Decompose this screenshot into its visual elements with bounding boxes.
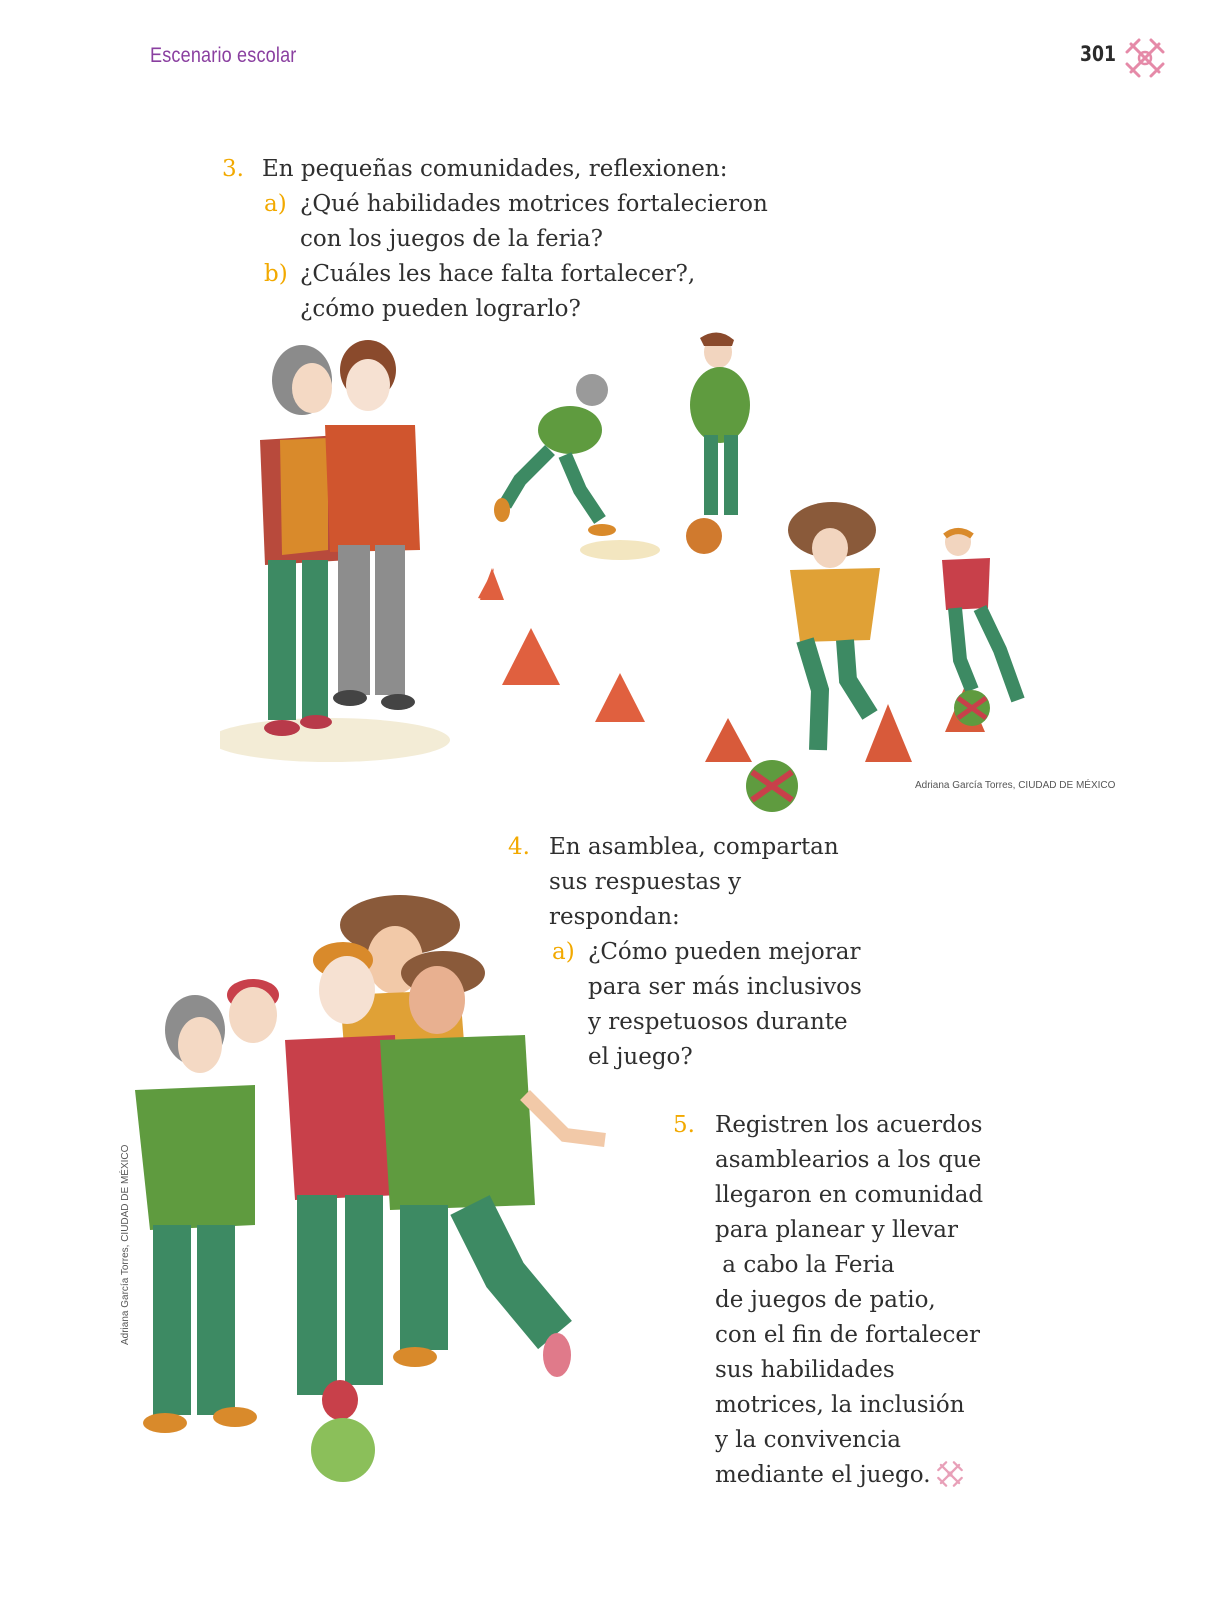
question-text: a cabo la Feria xyxy=(715,1252,895,1278)
question-text: sus habilidades xyxy=(715,1357,895,1383)
item-text: con los juegos de la feria? xyxy=(300,226,603,252)
question-text: respondan: xyxy=(549,904,680,930)
item-letter: b) xyxy=(264,261,288,287)
question-text: de juegos de patio, xyxy=(715,1287,936,1313)
item-text: ¿Qué habilidades motrices fortalecieron xyxy=(300,191,768,217)
page-number: 301 xyxy=(1080,42,1116,66)
item-text: ¿Cómo pueden mejorar xyxy=(588,939,861,965)
item-text: y respetuosos durante xyxy=(588,1009,848,1035)
question-text: llegaron en comunidad xyxy=(715,1182,984,1208)
item-text: ¿Cuáles les hace falta fortalecer?, xyxy=(300,261,696,287)
item-letter: a) xyxy=(264,191,287,217)
question-text: asamblearios a los que xyxy=(715,1147,982,1173)
group-of-children-illustration xyxy=(125,895,625,1495)
question-text: En asamblea, compartan xyxy=(549,834,839,860)
pink-lattice-icon xyxy=(937,1461,963,1487)
question-text: En pequeñas comunidades, reflexionen: xyxy=(262,156,728,182)
item-text: ¿cómo pueden lograrlo? xyxy=(300,296,581,322)
item-letter: a) xyxy=(552,939,575,965)
question-text: mediante el juego. xyxy=(715,1462,931,1488)
question-number: 5. xyxy=(673,1112,695,1138)
question-text: sus respuestas y xyxy=(549,869,742,895)
question-text: con el fin de fortalecer xyxy=(715,1322,981,1348)
question-text: para planear y llevar xyxy=(715,1217,959,1243)
question-text: y la convivencia xyxy=(715,1427,901,1453)
illustration-credit: Adriana García Torres, CIUDAD DE MÉXICO xyxy=(915,780,1116,791)
kicking-girl-figure xyxy=(788,502,880,750)
question-number: 4. xyxy=(508,834,530,860)
question-text: Registren los acuerdos xyxy=(715,1112,983,1138)
bending-child-figure xyxy=(494,374,616,536)
small-boy-figure xyxy=(942,528,1018,700)
question-text: motrices, la inclusión xyxy=(715,1392,965,1418)
item-text: para ser más inclusivos xyxy=(588,974,862,1000)
question-final-line xyxy=(715,1458,963,1493)
item-text: el juego? xyxy=(588,1044,693,1070)
illustration-credit: Adriana García Torres, CIUDAD DE MÉXICO xyxy=(120,1144,131,1345)
pink-lattice-icon xyxy=(1125,38,1165,78)
playground-illustration xyxy=(220,330,1080,820)
section-title: Escenario escolar xyxy=(150,44,297,67)
question-number: 3. xyxy=(222,156,244,182)
man-figure xyxy=(325,340,420,710)
standing-boy-figure xyxy=(690,332,750,515)
